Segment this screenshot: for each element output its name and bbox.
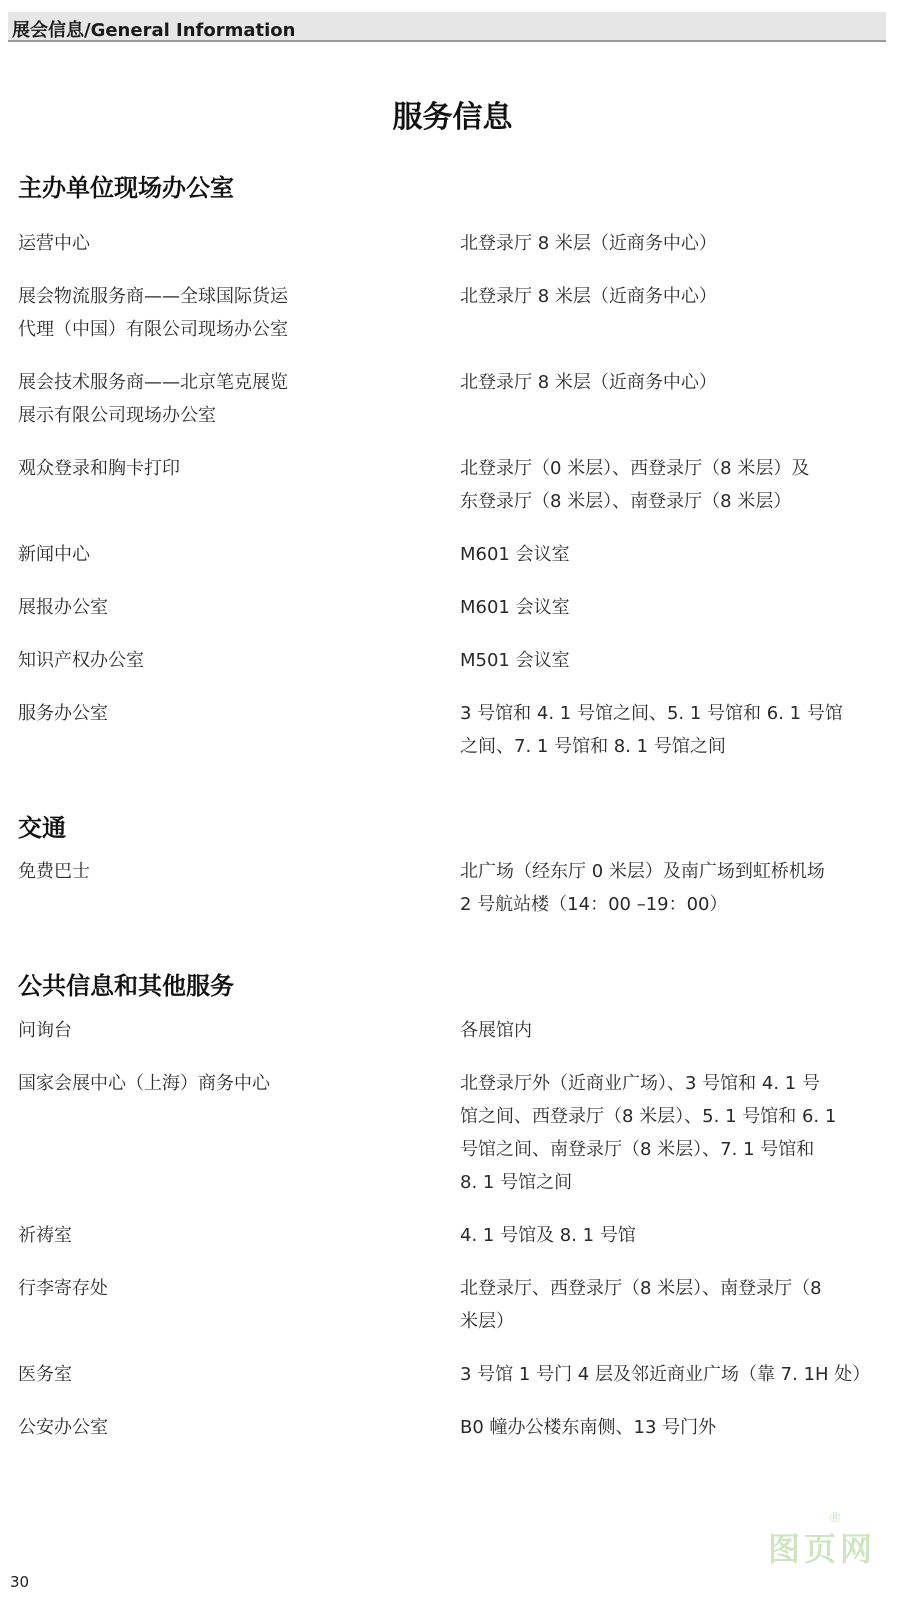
service-label: 国家会展中心（上海）商务中心 (18, 1073, 270, 1094)
service-label: 展会技术服务商——北京笔克展览 展示有限公司现场办公室 (18, 372, 288, 426)
service-location: M501 会议室 (460, 650, 570, 671)
service-label: 问询台 (18, 1020, 72, 1041)
service-location: M601 会议室 (460, 544, 570, 565)
page-title: 服务信息 (392, 100, 513, 135)
service-location: 北登录厅 8 米层（近商务中心） (460, 233, 717, 254)
running-header (8, 12, 886, 42)
running-header-title: 展会信息/General Information (12, 20, 296, 41)
service-label: 知识产权办公室 (18, 650, 144, 671)
page-number: 30 (10, 1573, 30, 1591)
service-location: 北登录厅外（近商业广场）、3 号馆和 4. 1 号 馆之间、西登录厅（8 米层）、5. 1 号馆和 6. 1 号馆之间、南登录厅（8 米层）、7. 1 号馆和 8. 1 号馆之间 (460, 1073, 837, 1193)
service-label: 祈祷室 (18, 1225, 72, 1246)
service-location: M601 会议室 (460, 597, 570, 618)
service-label: 观众登录和胸卡打印 (18, 458, 180, 479)
watermark-text: 图页网 (768, 1530, 877, 1568)
service-label: 服务办公室 (18, 703, 108, 724)
section-heading-public-services: 公共信息和其他服务 (18, 972, 234, 1000)
service-label: 免费巴士 (18, 861, 90, 882)
service-label: 行李寄存处 (18, 1278, 108, 1299)
service-location: 北登录厅、西登录厅（8 米层）、南登录厅（8 米层） (460, 1278, 822, 1332)
service-label: 展报办公室 (18, 597, 108, 618)
section-heading-organizer-office: 主办单位现场办公室 (18, 174, 234, 202)
service-location: 各展馆内 (460, 1020, 532, 1041)
service-location: 北登录厅（0 米层）、西登录厅（8 米层）及 东登录厅（8 米层）、南登录厅（8 米层） (460, 458, 810, 512)
service-label: 医务室 (18, 1364, 72, 1385)
service-location: 3 号馆 1 号门 4 层及邻近商业广场（靠 7. 1H 处） (460, 1364, 871, 1385)
watermark-logo (768, 1510, 898, 1568)
section-heading-transport: 交通 (18, 814, 66, 842)
service-label: 展会物流服务商——全球国际货运 代理（中国）有限公司现场办公室 (18, 286, 288, 340)
service-location: 北广场（经东厅 0 米层）及南广场到虹桥机场 2 号航站楼（14：00 –19：00） (460, 861, 825, 915)
service-label: 新闻中心 (18, 544, 90, 565)
service-location: 北登录厅 8 米层（近商务中心） (460, 372, 717, 393)
service-location: 3 号馆和 4. 1 号馆之间、5. 1 号馆和 6. 1 号馆 之间、7. 1 号馆和 8. 1 号馆之间 (460, 703, 843, 757)
service-location: 4. 1 号馆及 8. 1 号馆 (460, 1225, 636, 1246)
service-location: 北登录厅 8 米层（近商务中心） (460, 286, 717, 307)
service-location: B0 幢办公楼东南侧、13 号门外 (460, 1417, 717, 1438)
service-label: 公安办公室 (18, 1417, 108, 1438)
service-label: 运营中心 (18, 233, 90, 254)
registered-mark-icon: ® (828, 1510, 842, 1526)
